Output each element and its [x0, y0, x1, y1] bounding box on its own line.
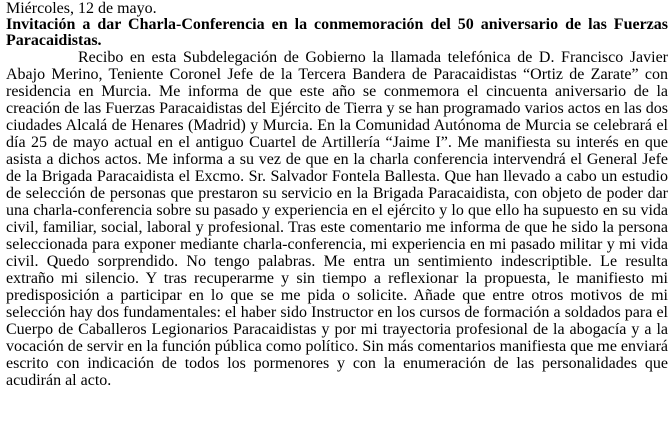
document-title: Invitación a dar Charla-Conferencia en la conmemoración del 50 aniversario de las Fuerzas Paracaidistas.: [6, 16, 668, 49]
body-paragraph: Recibo en esta Subdelegación de Gobierno la llamada telefónica de D. Francisco Javier Abajo Merino, Teniente Coronel Jefe de la Tercera Bandera de Paracaidistas “Ortiz de Zarate” con residencia en Murcia. Me informa de que este año se conmemora el cincuenta aniversario de la creación de las Fuerzas Paracaidistas del Ejército de Tierra y se han programado varios actos en las dos ciudades Alcalá de Henares (Madrid) y Murcia. En la Comunidad Autónoma de Murcia se celebrará el día 25 de mayo actual en el antiguo Cuartel de Artillería “Jaime I”. Me manifiesta su interés en que asista a dichos actos. Me informa a su vez de que en la charla conferencia intervendrá el General Jefe de la Brigada Paracaidista el Excmo. Sr. Salvador Fontela Ballesta. Que han llevado a cabo un estudio de selección de personas que prestaron su servicio en la Brigada Paracaidista, con objeto de poder dar una charla-conferencia sobre su pasado y experiencia en el ejército y lo que ello ha supuesto en su vida civil, familiar, social, laboral y profesional. Tras este comentario me informa de que he sido la persona seleccionada para exponer mediante charla-conferencia, mi experiencia en mi pasado militar y mi vida civil. Quedo sorprendido. No tengo palabras. Me entra un sentimiento indescriptible. Le resulta extraño mi silencio. Y tras recuperarme y sin tiempo a reflexionar la propuesta, le manifiesto mi predisposición a participar en lo que se me pida o solicite. Añade que entre otros motivos de mi selección hay dos fundamentales: el haber sido Instructor en los cursos de formación a soldados para el Cuerpo de Caballeros Legionarios Paracaidistas y por mi trayectoria profesional de la abogacía y a la vocación de servir en la función pública como político. Sin más comentarios manifiesta que me enviará escrito con indicación de todos los pormenores y con la enumeración de las personalidades que acudirán al acto.: [6, 49, 669, 389]
dateline: Miércoles, 12 de mayo.: [6, 0, 157, 17]
